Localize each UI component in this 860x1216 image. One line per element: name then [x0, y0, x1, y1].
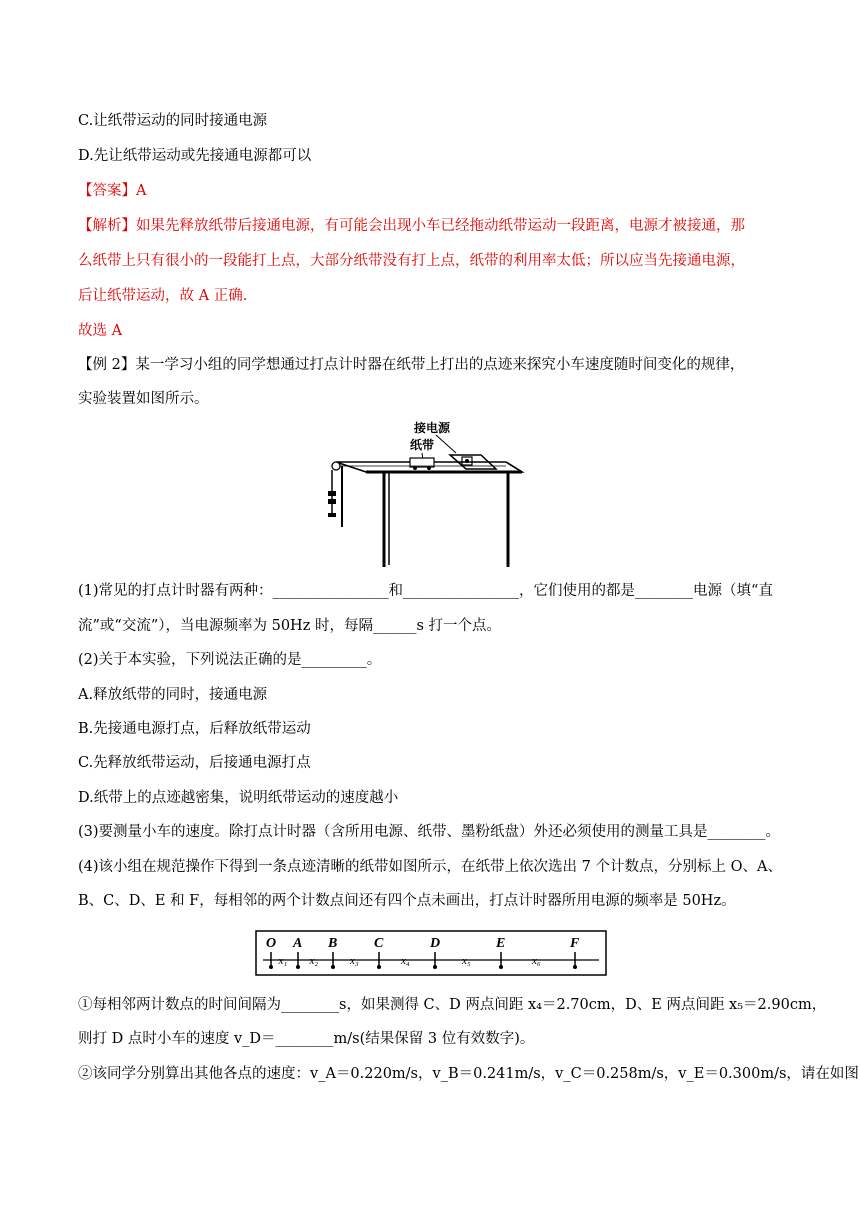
tape-point-label: D: [430, 936, 441, 951]
example2-line-1: 【例 2】某一学习小组的同学想通过打点计时器在纸带上打出的点迹来探究小车速度随时间变化的规律，: [78, 357, 745, 373]
line-option-d: D.先让纸带运动或先接通电源都可以: [78, 148, 312, 164]
tape-segment-label: x₅: [462, 955, 471, 967]
explanation-line-1: 【解析】如果先释放纸带后接通电源，有可能会出现小车已经拖动纸带运动一段距离，电源才被接通，那: [78, 218, 745, 234]
tape-point-label: B: [328, 936, 338, 951]
figure-label-power: 接电源: [414, 421, 451, 435]
tape-figure: [255, 930, 607, 976]
tape-point-dot: [433, 965, 437, 969]
question2-option-b: B.先接通电源打点，后释放纸带运动: [78, 721, 311, 737]
sub2-line: ②该同学分别算出其他各点的速度：v_A＝0.220m/s，v_B＝0.241m/s，v_C＝0.258m/s，v_E＝0.300m/s，请在如图: [78, 1066, 859, 1082]
question2-option-d: D.纸带上的点迹越密集，说明纸带运动的速度越小: [78, 790, 399, 806]
tape-point-dot: [269, 965, 273, 969]
figure-label-tape: 纸带: [410, 438, 435, 452]
sub1-line-1: ①每相邻两计数点的时间间隔为________s，如果测得 C、D 两点间距 x₄＝2.70cm，D、E 两点间距 x₅＝2.90cm，: [78, 997, 827, 1013]
tape-point-label: F: [570, 936, 580, 951]
question1-line-1: (1)常见的打点计时器有两种：________________和________________，它们使用的都是________电源（填“直: [78, 583, 773, 599]
tape-point-dot: [499, 965, 503, 969]
tape-segment-label: x₁: [278, 955, 288, 967]
tape-point-label: O: [266, 936, 277, 951]
question2-option-c: C.先释放纸带运动，后接通电源打点: [78, 755, 311, 771]
question4-line-1: (4)该小组在规范操作下得到一条点迹清晰的纸带如图所示，在纸带上依次选出 7 个计数点，分别标上 O、A、: [78, 859, 782, 875]
question1-line-2: 流”或“交流”），当电源频率为 50Hz 时，每隔______s 打一个点。: [78, 618, 501, 634]
tape-point-dot: [573, 965, 577, 969]
tape-segment-label: x₂: [309, 955, 319, 967]
tape-point-dot: [296, 965, 300, 969]
tape-point-dot: [331, 965, 335, 969]
question4-line-2: B、C、D、E 和 F，每相邻的两个计数点间还有四个点未画出，打点计时器所用电源的频率是 50Hz。: [78, 893, 736, 909]
question2-option-a: A.释放纸带的同时，接通电源: [78, 687, 268, 703]
question3-line: (3)要测量小车的速度。除打点计时器（含所用电源、纸带、墨粉纸盘）外还必须使用的测量工具是________。: [78, 824, 781, 840]
question2-line: (2)关于本实验，下列说法正确的是_________。: [78, 652, 382, 668]
choose-line: 故选 A: [78, 323, 123, 339]
tape-point-label: C: [374, 936, 384, 951]
tape-point-label: A: [293, 936, 303, 951]
tape-segment-label: x₃: [350, 955, 359, 967]
explanation-line-3: 后让纸带运动，故 A 正确.: [78, 288, 248, 304]
example2-line-2: 实验装置如图所示。: [78, 391, 209, 407]
tape-segment-label: x₆: [532, 955, 541, 967]
tape-segment-label: x₄: [401, 955, 410, 967]
answer-label: 【答案】A: [78, 183, 147, 199]
explanation-line-2: 么纸带上只有很小的一段能打上点，大部分纸带没有打上点，纸带的利用率太低；所以应当先接通电源，: [78, 253, 745, 269]
tape-point-dot: [377, 965, 381, 969]
sub1-line-2: 则打 D 点时小车的速度 v_D＝________m/s(结果保留 3 位有效数字)。: [78, 1031, 535, 1047]
line-option-c: C.让纸带运动的同时接通电源: [78, 113, 268, 129]
tape-point-label: E: [496, 936, 506, 951]
apparatus-figure: [326, 415, 526, 567]
